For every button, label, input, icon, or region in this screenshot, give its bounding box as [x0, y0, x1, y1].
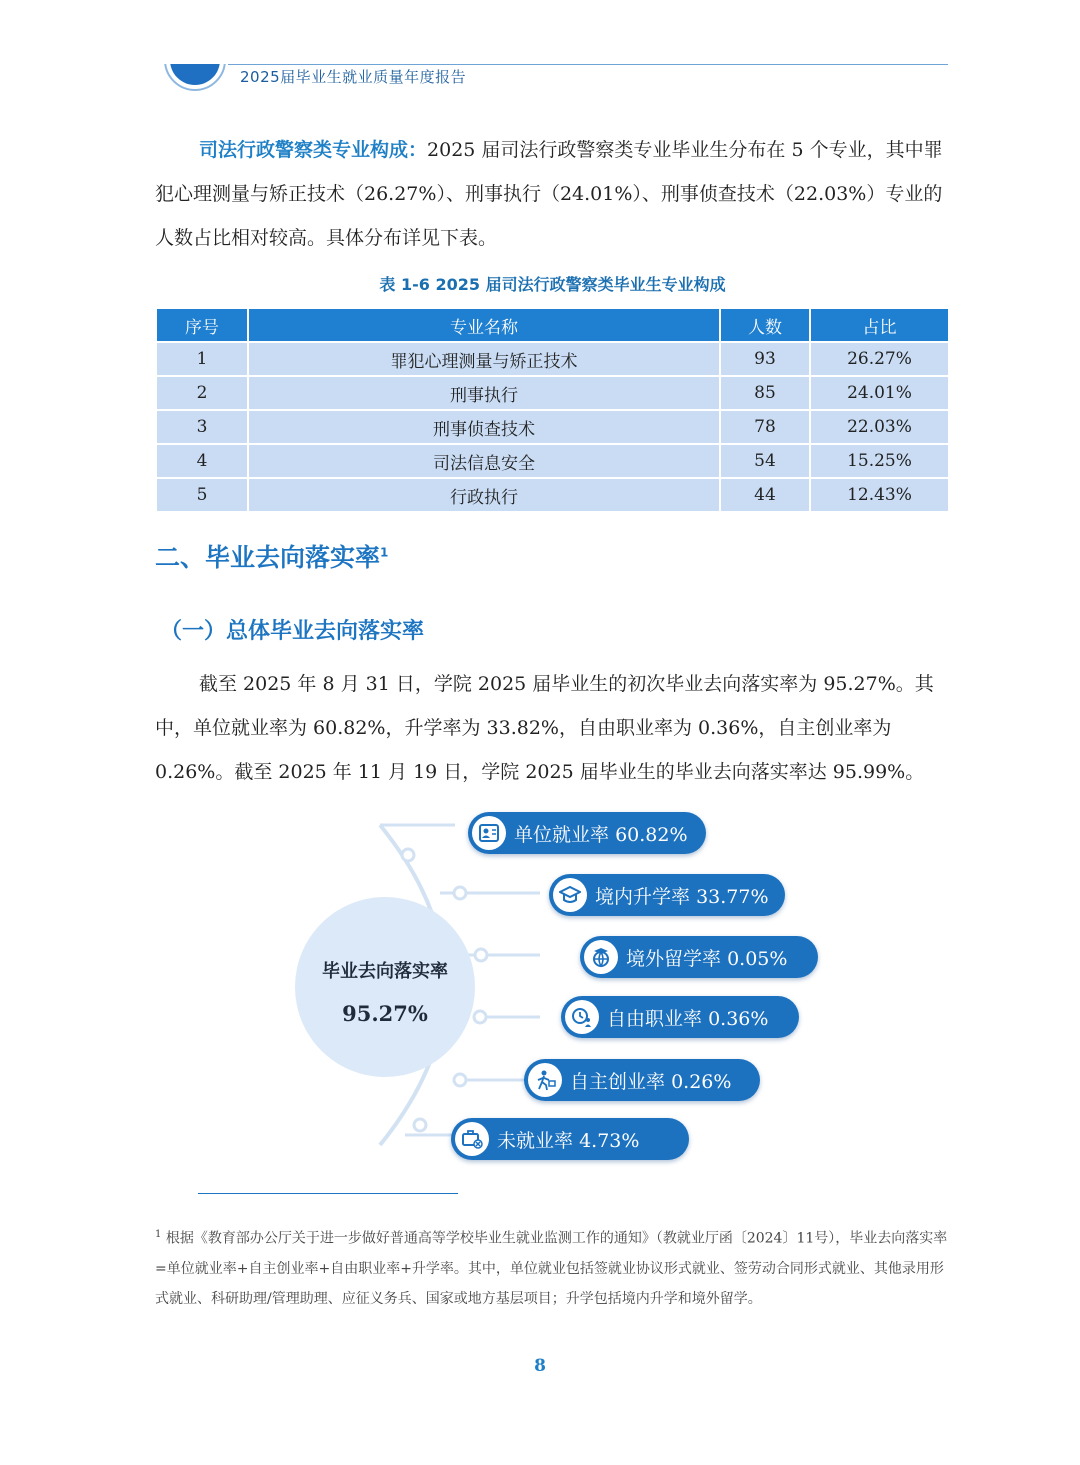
rate-paragraph: 截至 2025 年 8 月 31 日，学院 2025 届毕业生的初次毕业去向落实率为 95.27%。其中，单位就业率为 60.82%，升学率为 33.82%，自由职业率为 0.36%，自主创业率为 0.26%。截至 2025 年 11 月 19 日，学院 2025 届毕业生的毕业去向落实率达 95.99%。 — [155, 673, 934, 783]
center-rate-value: 95.27% — [342, 1001, 428, 1026]
table-row — [157, 343, 948, 375]
col-header-share: 占比 — [811, 309, 948, 341]
footnote-rule — [198, 1193, 458, 1194]
footnote-ref: 1 — [380, 545, 389, 560]
cell-index: 2 — [157, 377, 247, 409]
cell-count: 85 — [721, 377, 809, 409]
intro-paragraph — [155, 128, 955, 260]
rate-pill-overseas-study — [580, 936, 818, 978]
major-composition-table — [155, 307, 950, 513]
table-row — [157, 411, 948, 443]
cell-count: 78 — [721, 411, 809, 443]
rate-value: 0.36% — [708, 1007, 769, 1030]
footnote — [155, 1220, 955, 1314]
globe-cap-icon — [584, 940, 618, 974]
center-rate-label: 毕业去向落实率 — [322, 961, 448, 982]
rate-label: 自主创业率 — [570, 1070, 666, 1093]
rate-label: 未就业率 — [497, 1129, 574, 1152]
clock-person-icon — [565, 1000, 599, 1034]
cell-share: 26.27% — [811, 343, 948, 375]
rate-pill-entrepreneurship — [524, 1059, 760, 1101]
cell-index: 1 — [157, 343, 247, 375]
cell-share: 12.43% — [811, 479, 948, 511]
footnote-marker: 1 — [155, 1229, 162, 1240]
table-caption: 表 1-6 2025 届司法行政警察类毕业生专业构成 — [379, 275, 726, 294]
footnote-text: 根据《教育部办公厅关于进一步做好普通高等学校毕业生就业监测工作的通知》（教就业厅函〔2024〕11号），毕业去向落实率=单位就业率+自主创业率+自由职业率+升学率。其中，单位就业包括签就业协议形式就业、签劳动合同形式就业、其他录用形式就业、科研助理/管理助理、应征义务兵、国家或地方基层项目；升学包括境内升学和境外留学。 — [155, 1230, 948, 1307]
intro-body: 2025 届司法行政警察类专业毕业生分布在 5 个专业，其中罪犯心理测量与矫正技术（26.27%）、刑事执行（24.01%）、刑事侦查技术（22.03%）专业的人数占比相对较高。具体分布详见下表。 — [155, 139, 943, 249]
cell-index: 4 — [157, 445, 247, 477]
page-number: 8 — [534, 1356, 546, 1376]
employee-badge-icon — [472, 816, 506, 850]
cell-index: 5 — [157, 479, 247, 511]
entrepreneur-icon — [528, 1063, 562, 1097]
subsection-heading: （一）总体毕业去向落实率 — [160, 619, 425, 644]
rate-value: 4.73% — [579, 1129, 640, 1152]
cell-index: 3 — [157, 411, 247, 443]
rate-label: 境内升学率 — [595, 885, 691, 908]
cell-major: 刑事执行 — [249, 377, 719, 409]
header-rule — [228, 64, 948, 65]
cell-count: 93 — [721, 343, 809, 375]
cell-count: 54 — [721, 445, 809, 477]
section-heading — [155, 538, 388, 574]
rate-value: 0.26% — [671, 1070, 732, 1093]
briefcase-x-icon — [455, 1122, 489, 1156]
rate-pill-freelance — [561, 996, 799, 1038]
cell-share: 15.25% — [811, 445, 948, 477]
cell-major: 刑事侦查技术 — [249, 411, 719, 443]
rate-label: 自由职业率 — [607, 1007, 703, 1030]
rate-label: 单位就业率 — [514, 823, 610, 846]
rate-pill-unemployed — [451, 1118, 689, 1160]
section-title: 二、毕业去向落实率 — [155, 543, 381, 572]
intro-lead: 司法行政警察类专业构成： — [199, 139, 428, 161]
table-row — [157, 479, 948, 511]
center-rate-circle — [295, 897, 475, 1077]
col-header-major: 专业名称 — [249, 309, 719, 341]
rate-value: 0.05% — [727, 947, 788, 970]
rate-pill-domestic-study — [549, 874, 785, 916]
cell-share: 24.01% — [811, 377, 948, 409]
table-row — [157, 377, 948, 409]
table-row — [157, 445, 948, 477]
cell-share: 22.03% — [811, 411, 948, 443]
table-header-row — [157, 309, 948, 341]
rate-value: 60.82% — [615, 823, 688, 846]
rate-value: 33.77% — [696, 885, 769, 908]
cell-major: 行政执行 — [249, 479, 719, 511]
rate-pill-employment — [468, 812, 706, 854]
rate-label: 境外留学率 — [626, 947, 722, 970]
cell-count: 44 — [721, 479, 809, 511]
report-logo — [160, 40, 230, 102]
graduation-cap-icon — [553, 878, 587, 912]
report-title: 2025届毕业生就业质量年度报告 — [240, 68, 467, 86]
cell-major: 罪犯心理测量与矫正技术 — [249, 343, 719, 375]
col-header-index: 序号 — [157, 309, 247, 341]
col-header-count: 人数 — [721, 309, 809, 341]
cell-major: 司法信息安全 — [249, 445, 719, 477]
